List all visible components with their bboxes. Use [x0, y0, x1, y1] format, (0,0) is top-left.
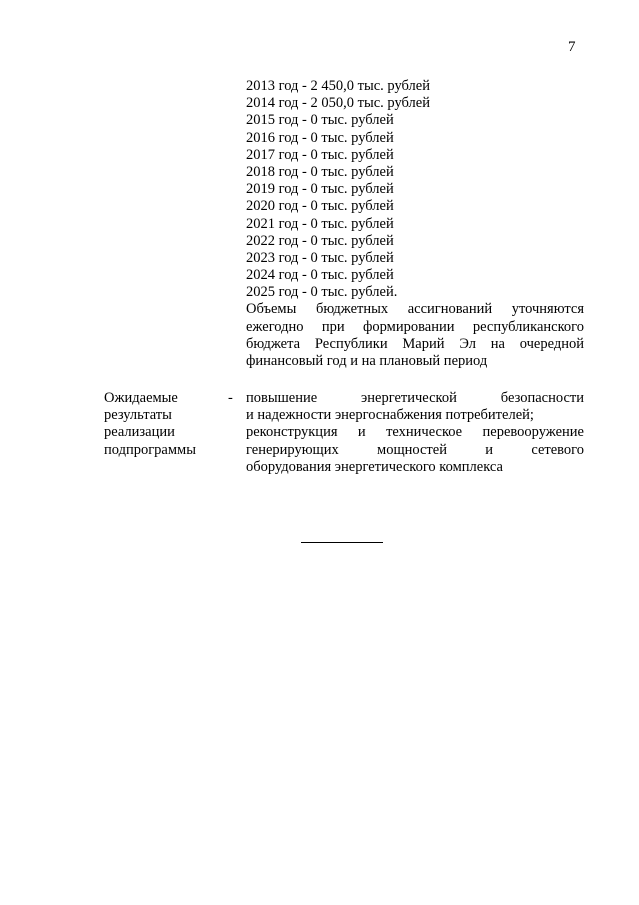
- funding-year-line: 2019 год - 0 тыс. рублей: [246, 181, 394, 198]
- funding-note: [246, 301, 584, 370]
- funding-year-line: 2025 год - 0 тыс. рублей.: [246, 284, 398, 301]
- funding-note-line: бюджета Республики Марий Эл на очередной: [246, 335, 584, 352]
- funding-year-line: 2023 год - 0 тыс. рублей: [246, 249, 394, 266]
- results-body-line: генерирующих мощностей и сетевого: [246, 441, 584, 458]
- results-label-line: результаты: [104, 407, 172, 424]
- funding-note-line: ежегодно при формировании республиканского: [246, 318, 584, 335]
- funding-year-line: 2022 год - 0 тыс. рублей: [246, 232, 394, 249]
- results-body-line: реконструкция и техническое перевооружение: [246, 424, 584, 441]
- results-label-line: реализации: [104, 424, 175, 441]
- funding-year-line: 2024 год - 0 тыс. рублей: [246, 267, 394, 284]
- funding-year-line: 2017 год - 0 тыс. рублей: [246, 146, 394, 163]
- results-body-line: повышение энергетической безопасности: [246, 390, 584, 406]
- funding-note-line: финансовый год и на плановый период: [246, 353, 488, 370]
- results-label-line: подпрограммы: [104, 441, 196, 458]
- funding-year-line: 2018 год - 0 тыс. рублей: [246, 163, 394, 180]
- funding-year-line: 2021 год - 0 тыс. рублей: [246, 215, 394, 232]
- results-dash: -: [228, 390, 233, 406]
- funding-note-line: Объемы бюджетных ассигнований уточняются: [246, 301, 584, 318]
- funding-year-line: 2016 год - 0 тыс. рублей: [246, 129, 394, 146]
- end-separator: [301, 542, 383, 543]
- funding-year-line: 2015 год - 0 тыс. рублей: [246, 112, 394, 129]
- page-number: 7: [568, 39, 576, 55]
- results-body: [246, 390, 584, 476]
- results-body-line: оборудования энергетического комплекса: [246, 458, 503, 475]
- results-label: [104, 390, 196, 459]
- funding-year-line: 2020 год - 0 тыс. рублей: [246, 198, 394, 215]
- results-label-line: Ожидаемые: [104, 390, 178, 406]
- results-body-line: и надежности энергоснабжения потребителей;: [246, 407, 534, 424]
- funding-section: [246, 78, 584, 370]
- funding-year-line: 2014 год - 2 050,0 тыс. рублей: [246, 95, 430, 112]
- funding-year-line: 2013 год - 2 450,0 тыс. рублей: [246, 78, 430, 94]
